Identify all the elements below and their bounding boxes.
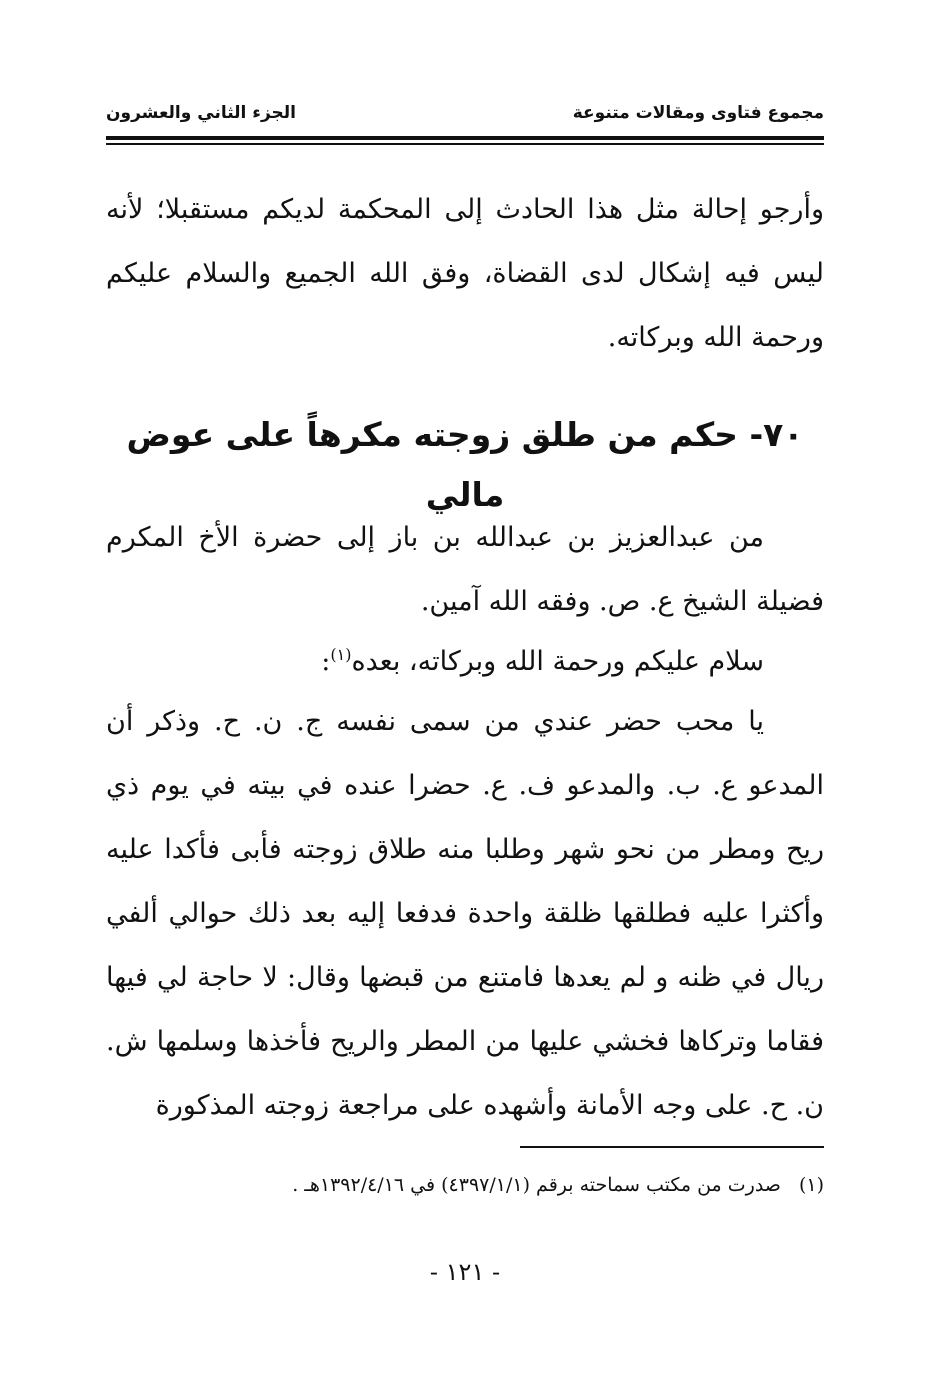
greeting-text: سلام عليكم ورحمة الله وبركاته، بعده [351,646,764,677]
header-volume: الجزء الثاني والعشرون [106,103,297,123]
page-number: - ١٢١ - [429,1258,501,1286]
section-title: ٧٠- حكم من طلق زوجته مكرهاً على عوض مالي [126,415,804,514]
header-rule-thick [106,136,824,140]
footnote [106,1168,824,1202]
greeting-colon: : [321,646,331,677]
greeting-line [106,630,824,694]
header-rule-thin [106,143,824,145]
footnote-reference: (١) [330,645,352,664]
footnote-number: (١) [798,1174,824,1196]
running-header [106,96,824,130]
footnote-text: صدرت من مكتب سماحته برقم (٤٣٩٧/١/١) في ١٣٩٢/٤/١٦هـ . [292,1174,781,1196]
footnote-separator [520,1146,824,1148]
intro-paragraph: وأرجو إحالة مثل هذا الحادث إلى المحكمة لديكم مستقبلا؛ لأنه ليس فيه إشكال لدى القضاة، وفق الله الجميع والسلام عليكم ورحمة الله وبركاته. [106,194,824,353]
header-book-title: مجموع فتاوى ومقالات متنوعة [572,103,824,123]
body-paragraph: يا محب حضر عندي من سمى نفسه ج. ن. ح. وذكر أن المدعو ع. ب. والمدعو ف. ع. حضرا عنده في بيته في يوم ذي ريح ومطر من نحو شهر وطلبا منه طلاق زوجته فأبى فأكدا عليه وأكثرا عليه فطلقها ظلقة واحدة فدفعا إليه بعد ذلك حوالي ألفي ريال في ظنه و لم يعدها فامتنع من قبضها وقال: لا حاجة لي فيها فقاما وتركاها فخشي عليها من المطر والريح فأخذها وسلمها ش. ن. ح. على وجه الأمانة وأشهده على مراجعة زوجته المذكورة [106,706,824,1121]
address-paragraph: من عبدالعزيز بن عبدالله بن باز إلى حضرة الأخ المكرم فضيلة الشيخ ع. ص. وفقه الله آمين. [106,522,824,617]
